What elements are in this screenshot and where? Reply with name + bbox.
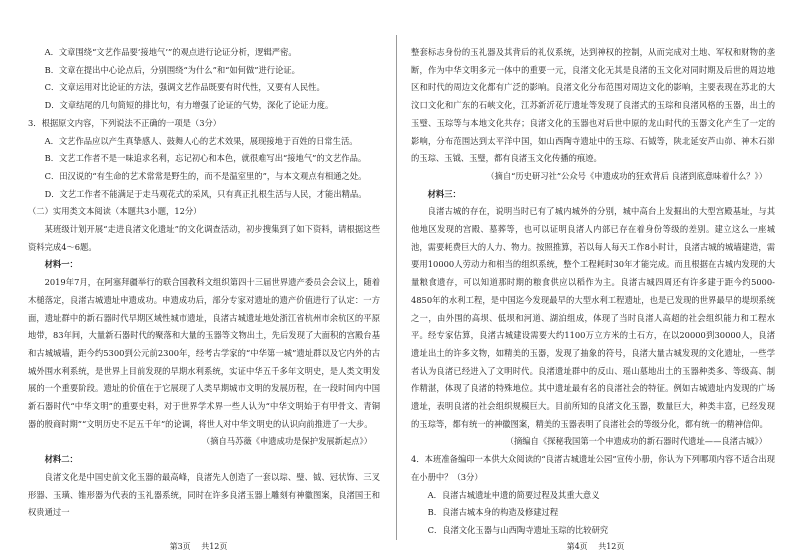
page-number: 第4页 [566, 542, 588, 551]
page-total: 共12页 [598, 542, 625, 551]
right-page-footer [397, 541, 794, 552]
material-3-label: 材料三： [427, 188, 461, 199]
right-page [397, 0, 794, 558]
q3-option-c: C．田汉说的“有生命的艺术常常是野生的，而不是温室里的”，与本文观点有相通之处。 [44, 170, 367, 181]
section-heading: （二）实用类文本阅读（本题共3小题，12分） [28, 206, 202, 217]
left-page-content [28, 44, 380, 522]
page-total: 共12页 [201, 542, 228, 551]
option-d: D．文章结尾的几句简短的排比句，有力增强了论证的气势，深化了论证力度。 [44, 100, 334, 111]
q3-option-a: A．文艺作品应以产生真挚感人、鼓舞人心的艺术效果，展现接地于百姓的日常生活。 [44, 135, 358, 146]
option-c: C．文章运用对比论证的方法，强调文艺作品既要有时代性，又要有人民性。 [44, 82, 325, 93]
q4-option-b: B．良渚古城本身的构造及修建过程 [427, 507, 559, 518]
q4-option-c: C．良渚文化玉器与山西陶寺遗址玉琮的比较研究 [427, 524, 609, 535]
material-1-label: 材料一： [44, 259, 78, 270]
option-a: A．文章围绕“文艺作品要‘接地气’”的观点进行论证分析，逻辑严密。 [44, 47, 297, 57]
option-b: B．文章在提出中心论点后，分别围绕“为什么”和“如何做”进行论证。 [44, 64, 300, 75]
material-1-text: 2019年7月，在阿塞拜疆举行的联合国教科文组织第四十三届世界遗产委员会会议上，随着木槌落定，良渚古城遗址申遗成功。申遗成功后，部分专家对遗址的遗产价值进行了认定：一方面，遗址群中的新石器时代早期区域性城市遗址，良渚古城遗址地处浙江省杭州市余杭区的平原地带，83年间，大量新石器时代的聚落和大量的玉器等文物出土，先后发现了大面积的宫殿台基和古城城墙，距今约5300到公元前2300年，经考古学家的“中华第一城”遗址群以及它内外的古城外围水利系统，是世界上目前发现的早期水利系统，实证中华五千多年文明史，是人类文明发展的一个重要阶段。遗址的价值在于它展现了人类早期城市文明的发展历程，在一段时间内中国新石器时代“中华文明”的重要史料，对于世界学术界一些人认为“中华文明始于有甲骨文、青铜器的殷商时期”“文明历史不足五千年”的论调，将世人对中华文明史的认识向前推进了一大步。 [28, 277, 380, 429]
q3-option-b: B．文艺工作者不是一味追求名利，忘记初心和本色，就很难写出“接地气”的文艺作品。 [44, 153, 367, 164]
material-3-source: （摘编自《探秘我国第一个申遗成功的新石器时代遗址——良渚古城》） [505, 436, 767, 447]
material-2-text: 良渚文化是中国史前文化玉器的最高峰，良渚先人创造了一套以琮、璧、钺、冠状饰、三叉形器、玉璜、锥形器为代表的玉礼器系统，同时在许多良渚玉器上雕刻有神徽图案，良渚国王和权贵通过一 [28, 471, 380, 518]
q3-option-d: D．文艺工作者不能满足于走马观花式的采风，只有真正扎根生活与人民，才能出精品。 [44, 188, 367, 199]
right-page-content [411, 44, 775, 540]
question-4: 4．本班准备编印一本供大众阅读的“良渚古城遗址公园”宣传小册，你认为下列哪项内容不适合出现在小册中？（3分） [411, 454, 775, 482]
material-3-text: 良渚古城的存在，说明当时已有了城内城外的分别，城中高台上发掘出的大型宫殿基址，与其他地区发现的宫殿、墓葬等，也可以证明良渚人内部已存在着身份等级的差别。建立这么一座城池，需要耗费巨大的人力、物力。按照推算，若以每人每天工作8小时计，良渚古城的城墙建造，需要用10000人劳动力和相当的组织系统，整个工程耗时30年才能完成。而且根据在古城内发现的大量粮食遗存，可以知道那时期的粮食供应以稻作为主。良渚古城四周还有许多建于距今约5000-4850年的水利工程，是中国迄今发现最早的大型水利工程遗址，也是已发现的世界最早的堤坝系统之一，由外围的高坝、低坝和河道、湖泊组成，体现了当时良渚人高超的社会组织能力和工程水平。经专家估算，良渚古城建设需要大约1100万立方米的土石方，在以20000到30000人，良渚遗址出土的许多文物，如精美的玉器，发现了抽象的符号，良渚大量古城发现的文化遗址，一些学者认为良渚已经进入了文明时代。良渚遗址群中的反山、瑶山墓地出土的玉器种类多、等级高、制作精湛，体现了良渚的特殊地位。其中遗址最有名的良渚社会的特征。例如古城遗址内发现的广场遗址，表明良渚的社会组织规模巨大。目前所知的良渚文化玉器，数量巨大，种类丰富，已经发现的玉琮等，都有统一的神徽图案，精美的玉器表明了良渚社会的等级分化，都有统一的精神信仰。 [411, 206, 775, 429]
section-intro: 某班级计划开展“走进良渚文化遗址”的文化调查活动，初步搜集到了如下资料，请根据这些资料完成4～6题。 [28, 224, 380, 252]
material-1-source: （摘自马苏薇《申遗成功是保护发展新起点》） [201, 436, 372, 447]
left-page-footer [0, 541, 397, 552]
material-2-continued: 整套标志身份的玉礼器及其背后的礼仪系统，达到神权的控制，从而完成对土地、军权和财物的垄断，作为中华文明多元一体中的重要一元，良渚文化无其是良渚的玉文化对同时期及后世的周边地区和时代的周边文化都有广泛的影响。良渚文化分布范围对周边文化的影响，主要表现在苏北的大汶口文化和广东的石峡文化，江苏新沂花厅遗址等发现了良渚式的玉琮和良渚风格的玉器，出土的玉璧、玉琮等与本地文化共存；良渚文化的玉器也对后世中原的龙山时代的玉器文化产生了一定的影响，分布范围达到太平洋中国，如山西陶寺遗址中的玉琮、石钺等，陕北延安芦山峁、神木石峁的玉琮、玉钺、玉璧，都有良渚玉文化传播的痕迹。 [411, 47, 775, 164]
q4-option-a: A．良渚古城遗址申遗的简要过程及其重大意义 [427, 489, 600, 500]
question-3: 3．根据原文内容，下列说法不正确的一项是（3分） [28, 117, 222, 128]
material-2-label: 材料二： [44, 454, 78, 465]
material-2-source: （摘自“历史研习社”公众号《申遗成功的狂欢背后 良渚到底意味着什么？》） [486, 170, 767, 181]
page-number: 第3页 [169, 542, 191, 551]
